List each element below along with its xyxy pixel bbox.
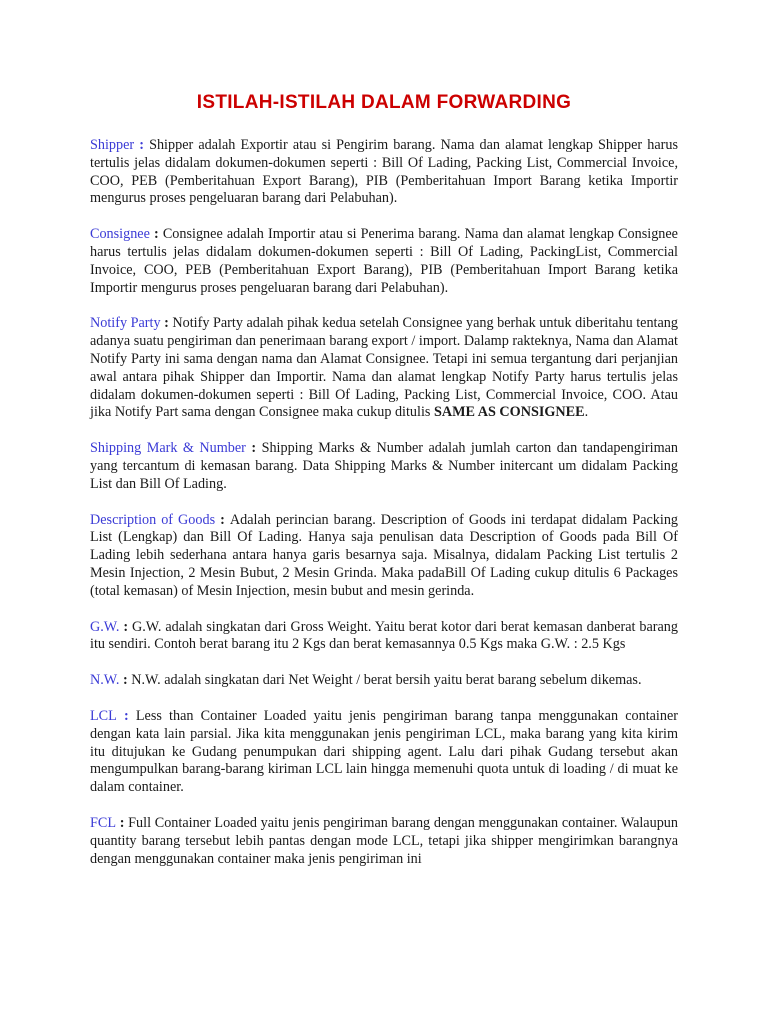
section-shipping-mark	[90, 440, 678, 493]
term-colon: :	[116, 707, 136, 724]
term-label: Shipping Mark & Number	[90, 440, 246, 457]
term-definition: Adalah perincian barang. Description of Goods ini terdapat didalam Packing List (Lengkap) dan Bill Of Lading. Hanya saja penulisan data Description of Goods pada Bill Of Lading lebih sederhana antara hanya garis besarnya saja. Misalnya, didalam Packing List tertulis 2 Mesin Injection, 2 Mesin Bubut, 2 Mesin Grinda. Maka padaBill Of Lading cukup ditulis 6 Packages (total kemasan) of Mesin Injection, mesin bubut and mesin gerinda.	[90, 511, 679, 599]
term-definition: Full Container Loaded yaitu jenis pengiriman barang dengan menggunakan container. Walaupun quantity barang tersebut lebih pantas dengan mode LCL, tetapi jika shipper mengirimkan barangnya dengan menggunakan container maka jenis pengiriman ini	[90, 814, 678, 867]
term-definition: Consignee adalah Importir atau si Penerima barang. Nama dan alamat lengkap Consignee harus tertulis jelas didalam dokumen-dokumen seperti : Bill Of Lading, PackingList, Commercial Invoice, COO, PEB (Pemberitahuan Export Barang), PIB (Pemberitahuan Import Barang ketika Importir mengurus proses pengeluaran barang dari Pelabuhan).	[90, 226, 678, 296]
term-colon: :	[134, 137, 150, 153]
section-lcl	[90, 708, 678, 797]
section-net-weight	[90, 672, 678, 690]
term-label: N.W.	[90, 672, 120, 689]
section-gross-weight	[90, 619, 678, 655]
term-label: G.W.	[90, 618, 120, 635]
term-colon: :	[215, 511, 230, 528]
term-label: Notify Party	[90, 315, 161, 332]
term-definition: Shipper adalah Exportir atau si Pengirim barang. Nama dan alamat lengkap Shipper harus tertulis jelas didalam dokumen-dokumen seperti : Bill Of Lading, Packing List, Commercial Invoice, COO, PEB (Pemberitahuan Export Barang), PIB (Pemberitahuan Import Barang ketika Importir mengurus proses pengeluaran barang dari Pelabuhan).	[90, 137, 678, 207]
term-definition: Notify Party adalah pihak kedua setelah Consignee yang berhak untuk diberitahu tentang adanya suatu pengiriman dan penerimaan barang export / import. Dalamp rakteknya, Nama dan Alamat Notify Party ini sama dengan nama dan Alamat Consignee. Tetapi ini semua tergantung dari perjanjian awal antara pihak Shipper dan Importir. Nama dan alamat lengkap Notify Party harus tertulis jelas didalam dokumen-dokumen seperti : Bill Of Lading, Packing List, Commercial Invoice, COO. Atau jika Notify Part sama dengan Consignee maka cukup ditulis	[90, 315, 678, 421]
term-definition: G.W. adalah singkatan dari Gross Weight. Yaitu berat kotor dari berat kemasan danberat barang itu sendiri. Contoh berat barang itu 2 Kgs dan berat kemasannya 0.5 Kgs maka G.W. : 2.5 Kgs	[90, 618, 678, 653]
term-label: FCL	[90, 814, 117, 831]
section-shipper	[90, 137, 678, 208]
term-label: LCL	[90, 707, 117, 724]
term-label: Description of Goods	[90, 511, 216, 528]
term-tail: .	[584, 404, 589, 421]
term-definition: N.W. adalah singkatan dari Net Weight / berat bersih yaitu berat barang sebelum dikemas.	[131, 672, 642, 689]
term-colon: :	[116, 814, 129, 831]
section-fcl	[90, 815, 678, 868]
term-label: Consignee	[90, 226, 150, 243]
section-notify-party	[90, 315, 678, 422]
term-colon: :	[119, 618, 132, 635]
term-colon: :	[149, 226, 163, 243]
document-title: ISTILAH-ISTILAH DALAM FORWARDING	[196, 92, 572, 113]
term-label: Shipper	[90, 137, 135, 153]
term-colon: :	[119, 672, 132, 689]
term-emphasis: SAME AS CONSIGNEE	[433, 404, 585, 421]
term-definition: Less than Container Loaded yaitu jenis pengiriman barang tanpa menggunakan container dengan kata lain parsial. Jika kita menggunakan jenis pengiriman LCL, maka barang yang kita kirim itu ditujukan ke Gudang penumpukan dari shipping agent. Lalu dari pihak Gudang tersebut akan mengumpulkan barang-barang kiriman LCL lain hingga memenuhi quota untuk di loading / di muat ke dalam container.	[90, 707, 678, 796]
term-colon: :	[160, 315, 173, 332]
document-body	[90, 137, 678, 886]
term-definition: Shipping Marks & Number adalah jumlah carton dan tandapengiriman yang tercantum di kemasan barang. Data Shipping Marks & Number initercant um didalam Packing List dan Bill Of Lading.	[90, 440, 678, 492]
section-description-of-goods	[90, 512, 678, 601]
section-consignee	[90, 226, 678, 297]
term-colon: :	[245, 440, 262, 457]
